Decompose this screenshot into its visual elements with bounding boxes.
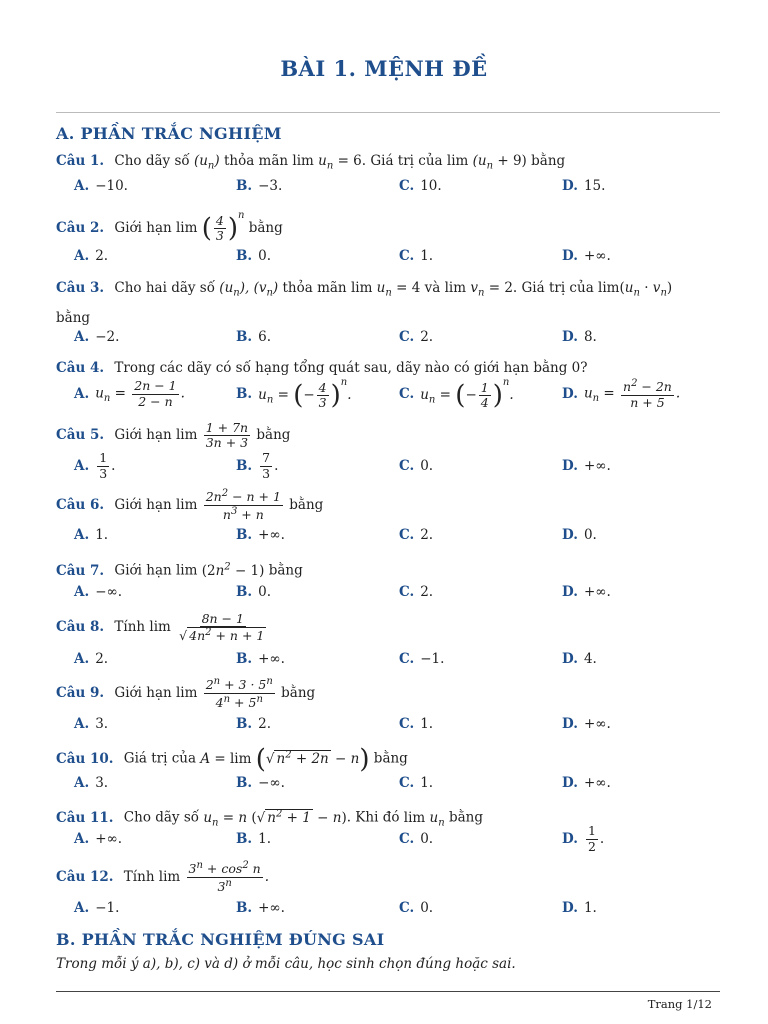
math-expr: $\frac{1 + 7n}{3n + 3}$ [205, 419, 249, 450]
math-expr: ( $\frac{4}{3}$ )$^n$ [201, 210, 245, 244]
question-3 [56, 276, 720, 330]
option-c[interactable]: C. 10. [399, 178, 442, 194]
question-label: Câu 8. [56, 619, 105, 635]
question-text: Cho dãy số [114, 153, 190, 169]
footer-divider [56, 991, 720, 992]
question-text: thỏa mãn [282, 280, 347, 296]
question-text: . Khi đó [346, 809, 400, 826]
question-text: bằng [56, 309, 91, 326]
question-text: và [424, 280, 441, 296]
option-c[interactable]: C. 1. [399, 775, 434, 791]
option-b[interactable]: B. 0. [236, 584, 272, 600]
question-2 [56, 204, 720, 243]
question-5 [56, 418, 720, 452]
options-4 [74, 375, 724, 413]
options-12 [74, 896, 724, 920]
section-b-heading: B. PHẦN TRẮC NGHIỆM ĐÚNG SAI [56, 930, 385, 949]
options-11 [74, 822, 724, 856]
question-text: Giới hạn lim [114, 427, 198, 443]
question-8 [56, 608, 720, 646]
math-expr: $\lim u_n = 6$ [292, 153, 362, 172]
question-text: . Giá trị của [512, 280, 594, 296]
options-5 [74, 448, 724, 484]
question-text: bằng [373, 750, 408, 767]
option-b[interactable]: B. −3. [236, 178, 283, 194]
option-a[interactable]: A. +∞. [74, 831, 123, 847]
math-expr: $\frac{2n^2 - n + 1}{n^3 + n}$ [205, 488, 281, 523]
math-expr: $\lim u_n$ [403, 809, 445, 829]
question-label: Câu 4. [56, 360, 105, 376]
question-label: Câu 1. [56, 153, 105, 169]
options-6 [74, 523, 724, 547]
question-label: Câu 12. [56, 869, 114, 885]
option-a[interactable]: A. 1. [74, 527, 109, 543]
page-number: Trang 1/12 [647, 997, 712, 1011]
option-b[interactable]: B. +∞. [236, 900, 285, 916]
question-text: Giới hạn lim [114, 685, 198, 701]
question-text: bằng [281, 685, 316, 701]
option-d[interactable]: D. +∞. [562, 716, 611, 732]
question-label: Câu 5. [56, 427, 105, 443]
question-text: bằng [256, 427, 291, 443]
option-d[interactable]: D. $u_n$ = $\frac{n^2 - 2n}{n + 5}$ . [562, 378, 681, 410]
math-expr: A = lim (√ $n^2 + 2n - n$) [200, 744, 370, 774]
option-a[interactable]: A. $\frac{1}{3}$ . [74, 450, 116, 481]
option-a[interactable]: A. 2. [74, 651, 109, 667]
question-text: thỏa mãn [223, 153, 289, 169]
option-d[interactable]: D. +∞. [562, 248, 611, 264]
math-expr: $\lim u_n = 4$ [350, 280, 421, 299]
option-b[interactable]: B. 0. [236, 248, 272, 264]
question-text: . Giá trị của [361, 153, 443, 169]
option-d[interactable]: D. +∞. [562, 584, 611, 600]
option-b[interactable]: B. 2. [236, 716, 272, 732]
section-b-instruction: Trong mỗi ý a), b), c) và d) ở mỗi câu, học sinh chọn đúng hoặc sai. [56, 956, 516, 972]
math-expr: $\frac{8n - 1}{√ 4n^2 + n + 1}$ [179, 610, 265, 644]
options-2 [74, 244, 724, 268]
section-a-heading: A. PHẦN TRẮC NGHIỆM [56, 124, 282, 143]
option-d[interactable]: D. +∞. [562, 775, 611, 791]
question-text: Tính lim [123, 869, 181, 885]
question-text: Cho dãy số [123, 809, 200, 826]
question-text: Tính lim [114, 619, 171, 635]
question-text: Giới hạn lim [114, 220, 198, 236]
question-12 [56, 858, 720, 896]
option-c[interactable]: C. 0. [399, 831, 434, 847]
question-6 [56, 488, 720, 523]
option-c[interactable]: C. −1. [399, 651, 445, 667]
question-7 [56, 555, 720, 583]
question-label: Câu 9. [56, 685, 105, 701]
math-expr: $\lim v_n = 2$ [444, 280, 513, 299]
question-text: bằng [289, 497, 324, 513]
option-d[interactable]: D. 1. [562, 900, 597, 916]
option-d[interactable]: D. 8. [562, 329, 597, 345]
math-expr: $u_n = n$ (√ $n^2 + 1 - n$) [203, 808, 347, 829]
option-a[interactable]: A. 3. [74, 716, 109, 732]
question-text: bằng [531, 153, 566, 169]
option-c[interactable]: C. 0. [399, 900, 434, 916]
question-text: Trong các dãy có số hạng tổng quát sau, dãy nào có giới hạn bằng 0? [114, 360, 588, 376]
question-9 [56, 676, 720, 711]
math-expr: $(u_n)$, $(v_n)$ [219, 280, 279, 299]
math-expr: $(2n^2 - 1)$ [201, 561, 265, 579]
options-7 [74, 580, 724, 604]
question-text: bằng [248, 220, 283, 236]
option-c[interactable]: C. 0. [399, 458, 434, 474]
option-c[interactable]: C. 2. [399, 584, 434, 600]
option-c[interactable]: C. 2. [399, 527, 434, 543]
option-a[interactable]: A. −2. [74, 329, 120, 345]
question-label: Câu 2. [56, 220, 105, 236]
math-expr: $\frac{2^n + 3 \cdot 5^n}{4^n + 5^n}$ [205, 676, 273, 711]
question-label: Câu 6. [56, 497, 105, 513]
title-divider [56, 112, 720, 113]
option-d[interactable]: D. +∞. [562, 458, 611, 474]
option-b[interactable]: B. +∞. [236, 527, 285, 543]
option-a[interactable]: A. −1. [74, 900, 120, 916]
option-d[interactable]: D. 0. [562, 527, 597, 543]
question-label: Câu 10. [56, 750, 114, 767]
option-a[interactable]: A. 3. [74, 775, 109, 791]
option-b[interactable]: B. $\frac{7}{3}$ . [236, 450, 279, 481]
options-1 [74, 174, 724, 198]
option-c[interactable]: C. 2. [399, 329, 434, 345]
question-text: bằng [268, 562, 303, 579]
option-b[interactable]: B. $u_n$ = (− $\frac{4}{3}$ )$^n$. [236, 377, 352, 411]
option-a[interactable]: A. 2. [74, 248, 109, 264]
question-text: Giới hạn lim [114, 562, 198, 579]
options-3 [74, 325, 724, 349]
options-8 [74, 647, 724, 671]
option-b[interactable]: B. 6. [236, 329, 272, 345]
question-text: Giới hạn lim [114, 497, 198, 513]
question-text: Cho hai dãy số [114, 280, 215, 296]
option-a[interactable]: A. $u_n$ = $\frac{2n - 1}{2 - n}$ . [74, 378, 185, 409]
option-b[interactable]: B. 1. [236, 831, 272, 847]
math-expr: $(u_n)$ [193, 153, 220, 172]
option-c[interactable]: C. 1. [399, 716, 434, 732]
option-a[interactable]: A. −10. [74, 178, 128, 194]
option-b[interactable]: B. −∞. [236, 775, 285, 791]
option-d[interactable]: D. $\frac{1}{2}$ . [562, 823, 605, 854]
option-b[interactable]: B. +∞. [236, 651, 285, 667]
question-text: Giá trị của [123, 750, 197, 767]
question-label: Câu 7. [56, 562, 105, 579]
option-d[interactable]: D. 15. [562, 178, 606, 194]
options-10 [74, 771, 724, 795]
question-label: Câu 3. [56, 280, 105, 296]
page-title: BÀI 1. MỆNH ĐỀ [280, 56, 488, 81]
options-9 [74, 712, 724, 736]
option-d[interactable]: D. 4. [562, 651, 597, 667]
question-10 [56, 740, 720, 774]
math-expr: $\lim(u_n \cdot v_n)$ [598, 280, 673, 299]
question-text: bằng [448, 809, 483, 826]
math-expr: $\frac{3^n + \cos^2 n}{3^n}$ . [188, 860, 270, 895]
option-c[interactable]: C. 1. [399, 248, 434, 264]
option-c[interactable]: C. $u_n$ = (− $\frac{1}{4}$ )$^n$. [399, 377, 514, 411]
question-label: Câu 11. [56, 809, 114, 826]
option-a[interactable]: A. −∞. [74, 584, 123, 600]
math-expr: $\lim (u_n + 9)$ [446, 153, 527, 172]
